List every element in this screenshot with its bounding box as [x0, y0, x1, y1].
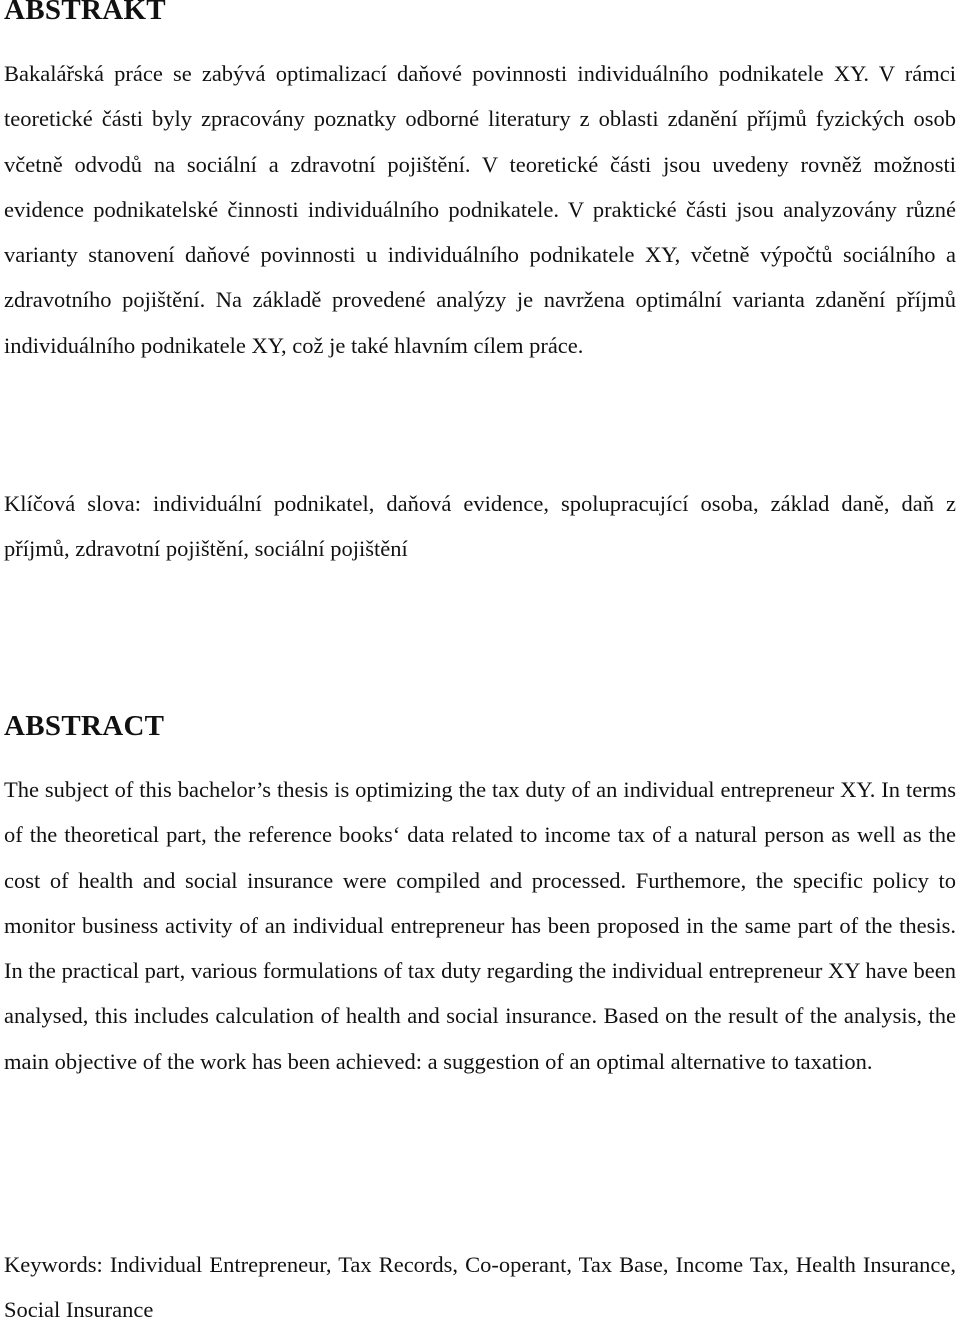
- klicova-slova: Klíčová slova: individuální podnikatel, daňová evidence, spolupracující osoba, základ daně, daň z příjmů, zdravotní pojištění, sociální pojištění: [4, 491, 956, 562]
- abstract-heading: ABSTRACT: [4, 710, 165, 742]
- abstrakt-heading: ABSTRAKT: [4, 0, 166, 26]
- abstrakt-body: Bakalářská práce se zabývá optimalizací daňové povinnosti individuálního podnikatele XY. V rámci teoretické části byly zpracovány poznatky odborné literatury z oblasti zdanění příjmů fyzických osob včetně odvodů na sociální a zdravotní pojištění. V teoretické části jsou uvedeny rovněž možnosti evidence podnikatelské činnosti individuálního podnikatele. V praktické části jsou analyzovány různé varianty stanovení daňové povinnosti u individuálního podnikatele XY, včetně výpočtů sociálního a zdravotního pojištění. Na základě provedené analýzy je navržena optimální varianta zdanění příjmů individuálního podnikatele XY, což je také hlavním cílem práce.: [4, 61, 956, 358]
- keywords: Keywords: Individual Entrepreneur, Tax Records, Co-operant, Tax Base, Income Tax, Health Insurance, Social Insurance: [4, 1252, 956, 1323]
- abstract-body: The subject of this bachelor’s thesis is optimizing the tax duty of an individual entrepreneur XY. In terms of the theoretical part, the reference books‘ data related to income tax of a natural person as well as the cost of health and social insurance were compiled and processed. Furthemore, the specific policy to monitor business activity of an individual entrepreneur has been proposed in the same part of the thesis. In the practical part, various formulations of tax duty regarding the individual entrepreneur XY have been analysed, this includes calculation of health and social insurance. Based on the result of the analysis, the main objective of the work has been achieved: a suggestion of an optimal alternative to taxation.: [4, 777, 956, 1074]
